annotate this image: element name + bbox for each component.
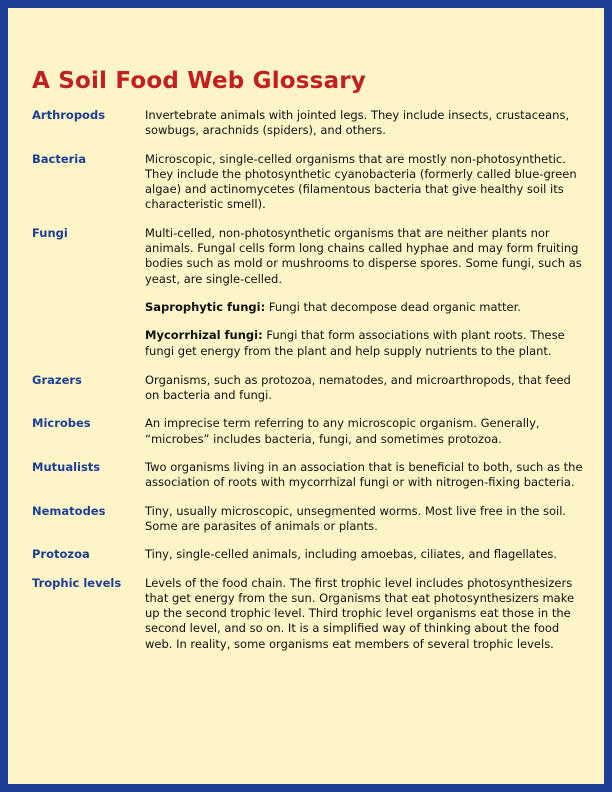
glossary-definition: Microscopic, single-celled organisms that are mostly non-photosynthetic. They include the photosynthetic cyanobacteria (formerly called blue-green algae) and actinomycetes (filamentous bacteria that give healthy soil its characteristic smell). — [145, 151, 577, 212]
glossary-definition-wrap — [145, 416, 586, 447]
glossary-term: Mutualists — [32, 460, 101, 475]
glossary-definition: Tiny, usually microscopic, unsegmented worms. Most live free in the soil. Some are parasites of animals or plants. — [145, 503, 567, 533]
glossary-definition: Levels of the food chain. The first trophic level includes photosynthesizers that get energy from the sun. Organisms that eat photosynthesizers make up the second trophic level. Third trophic level organisms eat those in the second level, and so on. It is a simplified way of thinking about the food web. In reality, some organisms eat members of several trophic levels. — [145, 575, 575, 651]
glossary-definition-wrap — [145, 504, 586, 535]
glossary-subentry-text: Fungi that form associations with plant roots. These fungi get energy from the plant and help supply nutrients to the plant. — [145, 328, 565, 358]
glossary-entry — [32, 504, 586, 535]
glossary-list — [32, 108, 586, 665]
glossary-term: Nematodes — [32, 503, 106, 518]
glossary-term: Fungi — [32, 225, 68, 240]
glossary-definition-wrap — [145, 576, 586, 652]
glossary-entry — [32, 373, 586, 404]
glossary-definition: Two organisms living in an association that is beneficial to both, such as the association of roots with mycorrhizal fungi or with nitrogen-fixing bacteria. — [145, 460, 583, 490]
glossary-term: Trophic levels — [32, 575, 122, 590]
glossary-term: Protozoa — [32, 547, 90, 562]
glossary-entry — [32, 416, 586, 447]
glossary-term: Bacteria — [32, 151, 87, 166]
glossary-entry — [32, 108, 586, 139]
glossary-entry — [32, 152, 586, 213]
glossary-definition: Multi-celled, non-photosynthetic organisms that are neither plants nor animals. Fungal cells form long chains called hyphae and may form fruiting bodies such as mold or mushrooms to disperse spores. Some fungi, such as yeast, are single-celled. — [145, 225, 582, 286]
glossary-definition-wrap — [145, 547, 586, 562]
glossary-definition: Invertebrate animals with jointed legs. They include insects, crustaceans, sowbugs, arachnids (spiders), and others. — [145, 108, 570, 138]
glossary-entry — [32, 547, 586, 562]
glossary-subentry-label: Saprophytic fungi: — [145, 299, 266, 314]
glossary-definition: An imprecise term referring to any microscopic organism. Generally, “microbes” includes bacteria, fungi, and sometimes protozoa. — [145, 416, 540, 446]
glossary-definition: Organisms, such as protozoa, nematodes, and microarthropods, that feed on bacteria and fungi. — [145, 372, 571, 403]
glossary-definition: Tiny, single-celled animals, including amoebas, ciliates, and flagellates. — [145, 547, 558, 562]
glossary-term: Microbes — [32, 416, 91, 431]
glossary-definition-wrap — [145, 152, 586, 213]
glossary-page — [8, 8, 604, 784]
glossary-term: Grazers — [32, 372, 82, 387]
glossary-definition-wrap — [145, 108, 586, 139]
page-title: A Soil Food Web Glossary — [32, 68, 367, 95]
glossary-definition-wrap — [145, 460, 586, 491]
glossary-definition-wrap — [145, 373, 586, 404]
glossary-subentry-label: Mycorrhizal fungi: — [145, 328, 263, 343]
glossary-subentry — [145, 300, 586, 315]
glossary-term: Arthropods — [32, 108, 106, 122]
glossary-definition-wrap — [145, 226, 586, 359]
glossary-entry — [32, 226, 586, 359]
glossary-entry — [32, 576, 586, 652]
glossary-subentry — [145, 328, 586, 359]
glossary-entry — [32, 460, 586, 491]
glossary-subentry-text: Fungi that decompose dead organic matter. — [265, 299, 521, 314]
